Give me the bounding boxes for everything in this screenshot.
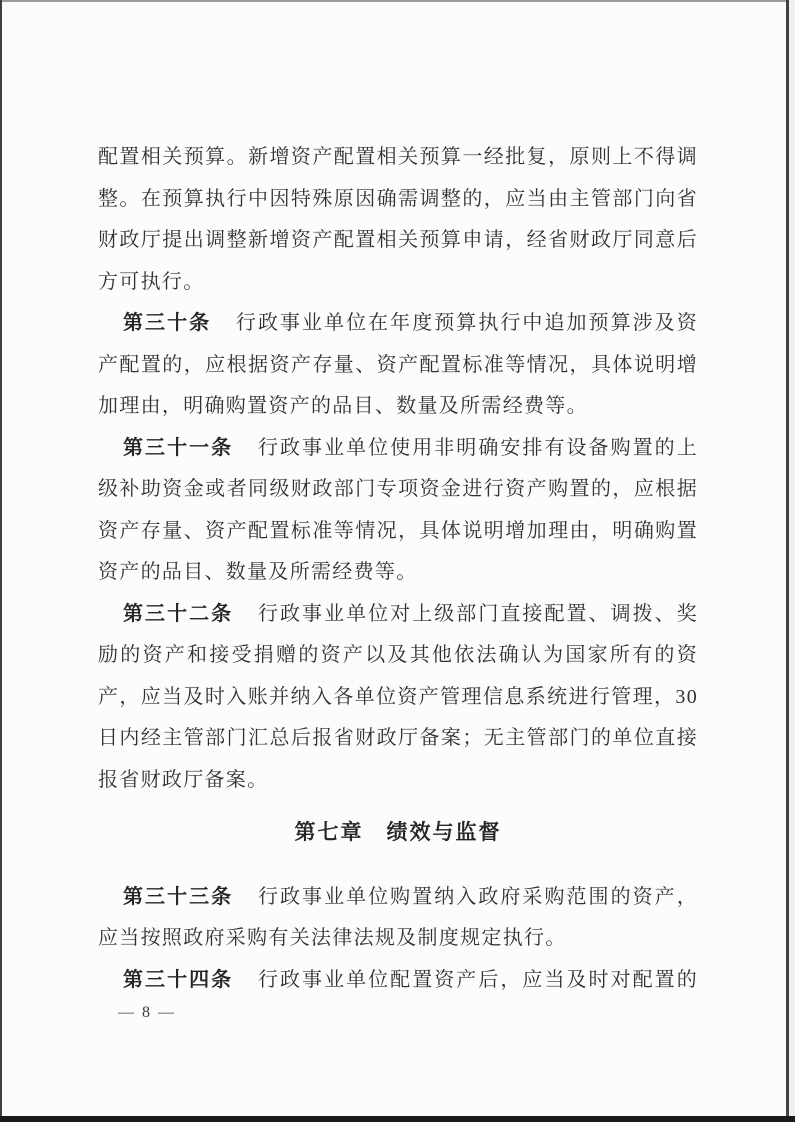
text-line xyxy=(98,386,698,428)
text-line xyxy=(98,345,698,387)
line-text: 级补助资金或者同级财政部门专项资金进行资产购置的，应根据 xyxy=(98,478,698,500)
text-line xyxy=(98,179,698,221)
scan-edge-right-margin xyxy=(789,0,795,1122)
line-text: 产，应当及时入账并纳入各单位资产管理信息系统进行管理，30 xyxy=(98,685,698,708)
article-number: 第三十一条 xyxy=(123,436,234,459)
line-text: 日内经主管部门汇总后报省财政厅备案；无主管部门的单位直接 xyxy=(98,727,698,749)
text-line xyxy=(98,552,698,594)
line-text: 励的资产和接受捐赠的资产以及其他依法确认为国家所有的资 xyxy=(98,644,698,666)
line-text: 行政事业单位对上级部门直接配置、调拨、奖 xyxy=(257,602,699,625)
text-line xyxy=(98,262,698,304)
article-31-opening-line xyxy=(98,428,698,470)
text-line xyxy=(98,469,698,511)
line-text: 资产的品目、数量及所需经费等。 xyxy=(98,561,418,583)
text-line xyxy=(98,718,698,760)
line-text: 产配置的，应根据资产存量、资产配置标准等情况，具体说明增 xyxy=(98,353,698,376)
scan-edge-left xyxy=(0,0,2,1122)
article-33-opening-line xyxy=(98,877,698,919)
line-text: 加理由，明确购置资产的品目、数量及所需经费等。 xyxy=(98,395,588,417)
line-text: 财政厅提出调整新增资产配置相关预算申请，经省财政厅同意后 xyxy=(98,229,698,251)
line-text: 行政事业单位在年度预算执行中追加预算涉及资 xyxy=(235,312,698,334)
line-text: 配置相关预算。新增资产配置相关预算一经批复，原则上不得调 xyxy=(98,146,698,168)
text-line xyxy=(98,137,698,179)
article-number: 第三十三条 xyxy=(123,885,234,908)
line-text: 资产存量、资产配置标准等情况，具体说明增加理由，明确购置 xyxy=(98,519,698,542)
article-number: 第三十二条 xyxy=(123,602,234,625)
text-line xyxy=(98,511,698,553)
text-line xyxy=(98,918,698,960)
line-text: 应当按照政府采购有关法律法规及制度规定执行。 xyxy=(98,927,567,949)
article-number: 第三十条 xyxy=(123,312,212,334)
line-text: 整。在预算执行中因特殊原因确需调整的，应当由主管部门向省 xyxy=(98,187,698,210)
line-text: 方可执行。 xyxy=(98,270,205,293)
text-line xyxy=(98,635,698,677)
line-text: 行政事业单位配置资产后，应当及时对配置的 xyxy=(257,968,699,991)
article-34-opening-line xyxy=(98,960,698,1002)
scan-edge-right xyxy=(786,0,789,1122)
line-text: 报省财政厅备案。 xyxy=(98,768,269,791)
page-number: — 8 — xyxy=(118,1004,176,1021)
line-text: 行政事业单位使用非明确安排有设备购置的上 xyxy=(257,436,699,459)
article-30-opening-line xyxy=(98,303,698,345)
article-32-opening-line xyxy=(98,594,698,636)
text-line xyxy=(98,760,698,802)
text-line xyxy=(98,677,698,719)
document-body xyxy=(98,137,698,1001)
text-line xyxy=(98,220,698,262)
chapter-heading: 第七章 绩效与监督 xyxy=(294,820,502,844)
scan-edge-top xyxy=(0,0,795,2)
scan-edge-bottom xyxy=(0,1116,795,1122)
article-number: 第三十四条 xyxy=(123,968,234,991)
line-text: 行政事业单位购置纳入政府采购范围的资产， xyxy=(257,885,699,908)
